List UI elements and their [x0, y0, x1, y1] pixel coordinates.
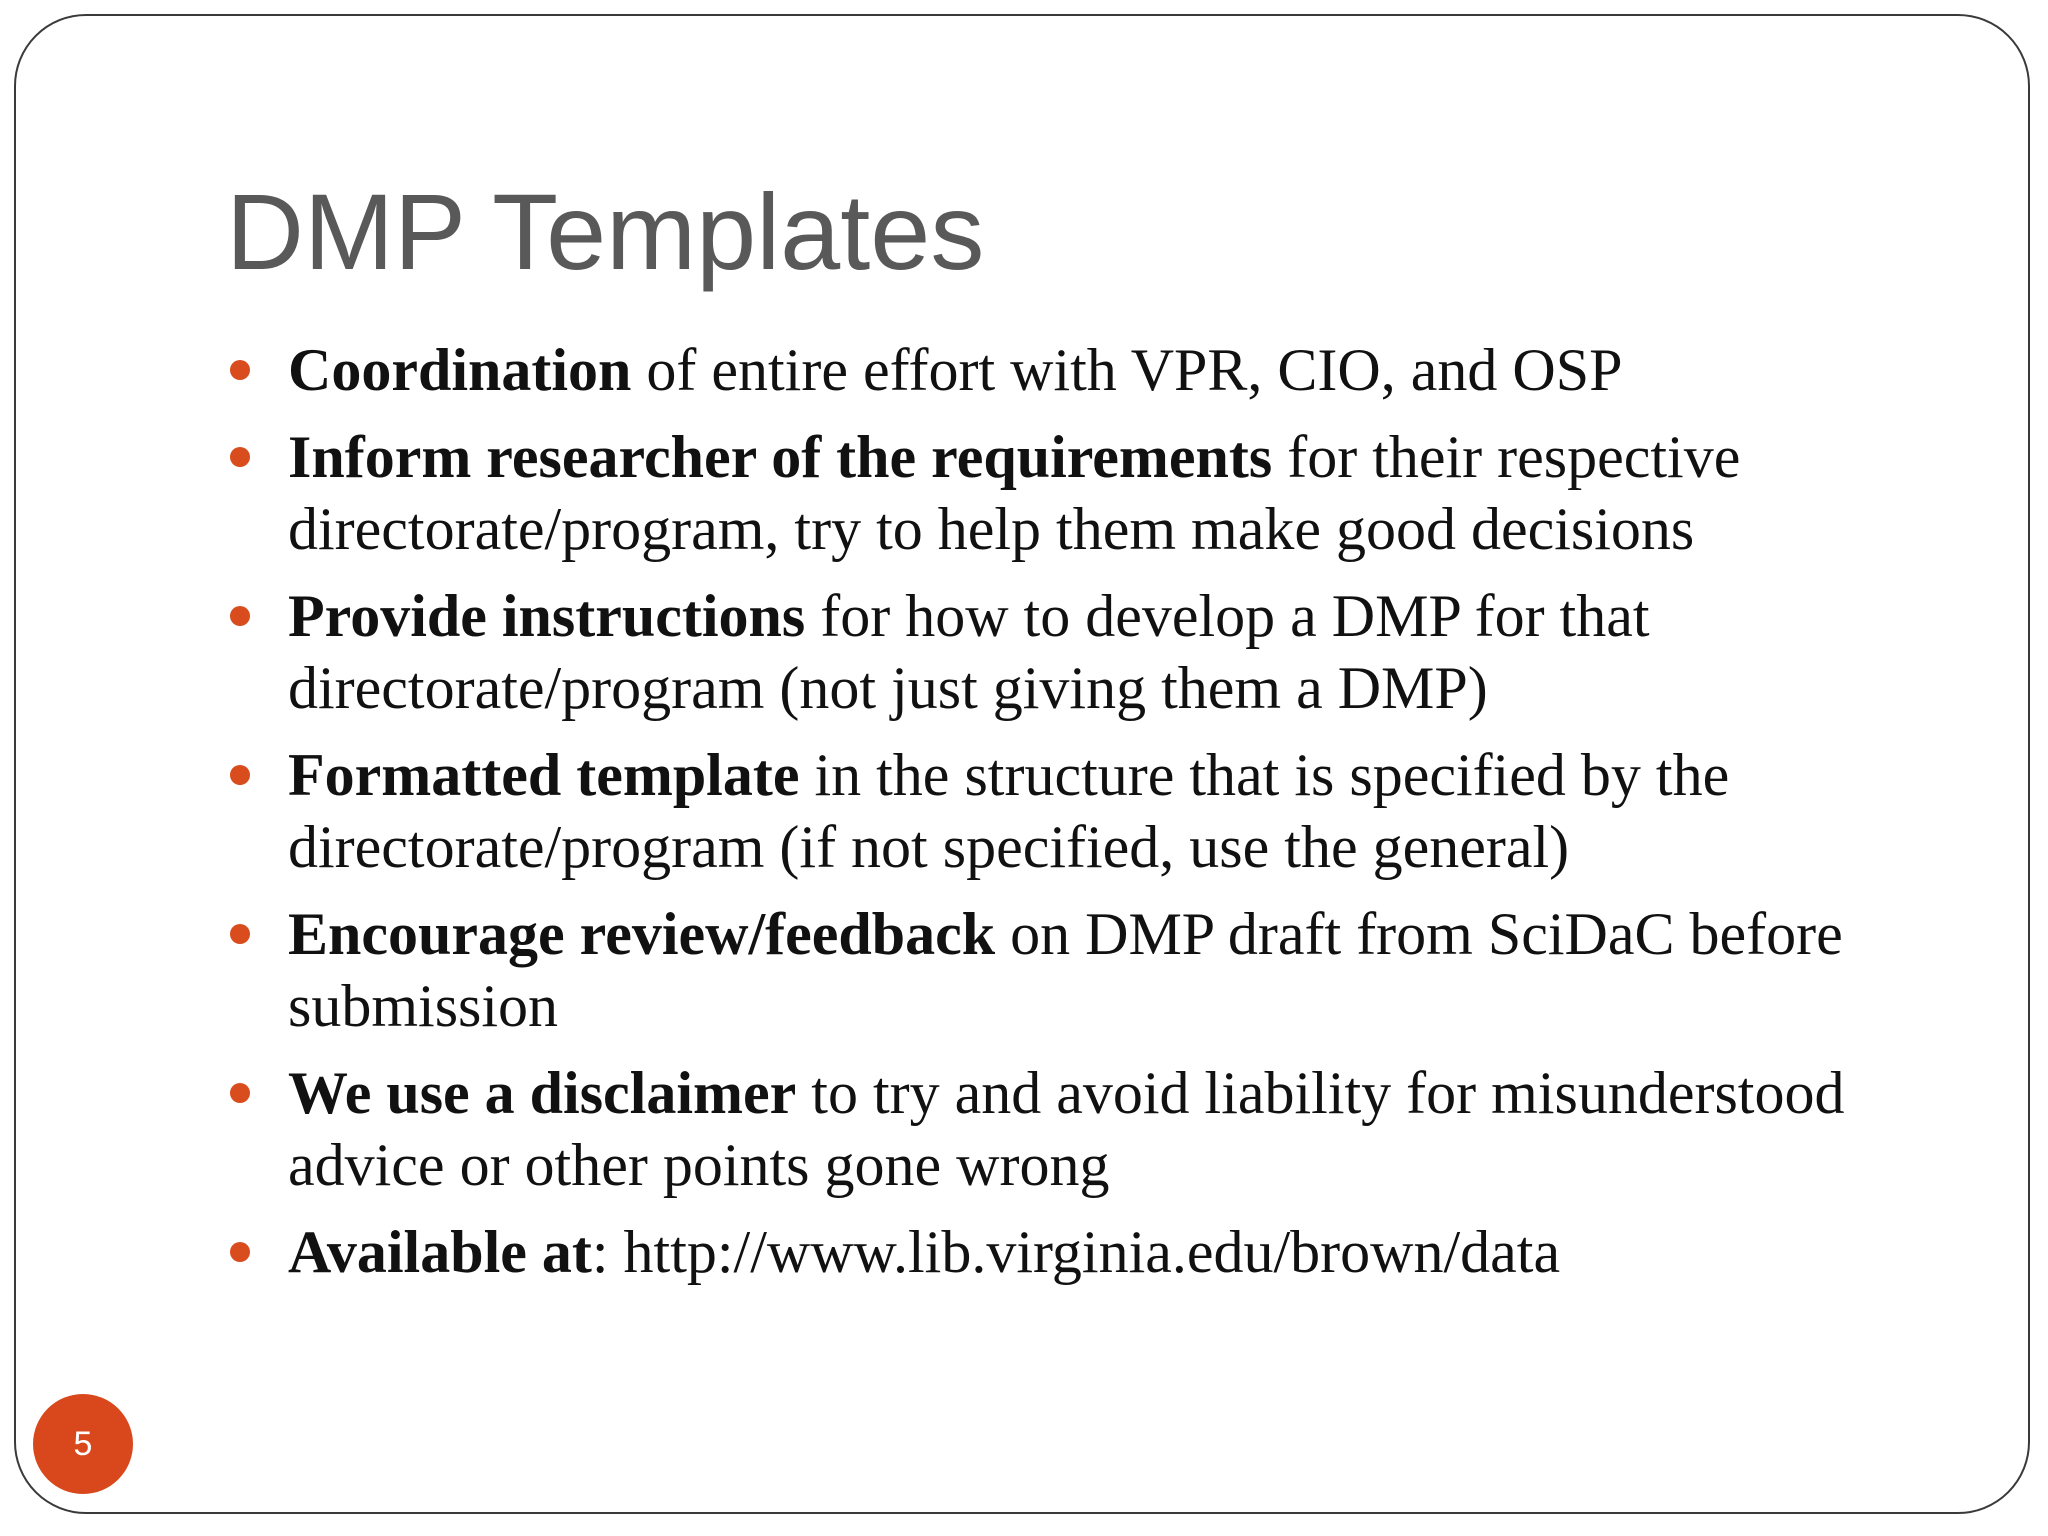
bullet-dot-icon	[230, 1083, 250, 1103]
bullet-lead: We use a disclaimer	[288, 1060, 797, 1126]
bullet-text: for how to develop a DMP for that directorate/program (not just giving them a DMP)	[288, 583, 1650, 721]
bullet-list	[226, 334, 1926, 1303]
bullet-text: : http://www.lib.virginia.edu/brown/data	[591, 1219, 1561, 1285]
bullet-item	[226, 898, 1926, 1042]
bullet-lead: Coordination	[288, 337, 632, 403]
bullet-lead: Available at	[288, 1219, 592, 1285]
bullet-lead: Provide instructions	[288, 583, 806, 649]
bullet-dot-icon	[230, 606, 250, 626]
bullet-lead: Inform researcher of the requirements	[288, 424, 1273, 490]
bullet-lead: Encourage review/feedback	[288, 901, 996, 967]
bullet-text: on DMP draft from SciDaC before submission	[288, 901, 1843, 1039]
bullet-lead: Formatted template	[288, 742, 800, 808]
slide-title: DMP Templates	[226, 171, 985, 292]
bullet-text: to try and avoid liability for misunderstood advice or other points gone wrong	[288, 1060, 1845, 1198]
bullet-item	[226, 1216, 1926, 1288]
bullet-item	[226, 1057, 1926, 1201]
bullet-dot-icon	[230, 765, 250, 785]
bullet-text: of entire effort with VPR, CIO, and OSP	[631, 337, 1623, 403]
slide-number-badge: 5	[33, 1394, 133, 1494]
bullet-dot-icon	[230, 1242, 250, 1262]
bullet-item	[226, 580, 1926, 724]
bullet-dot-icon	[230, 360, 250, 380]
bullet-dot-icon	[230, 447, 250, 467]
bullet-text: in the structure that is specified by the directorate/program (if not specified, use the general)	[288, 742, 1730, 880]
bullet-item	[226, 739, 1926, 883]
bullet-item	[226, 421, 1926, 565]
bullet-dot-icon	[230, 924, 250, 944]
bullet-item	[226, 334, 1926, 406]
bullet-text: for their respective directorate/program, try to help them make good decisions	[288, 424, 1741, 562]
